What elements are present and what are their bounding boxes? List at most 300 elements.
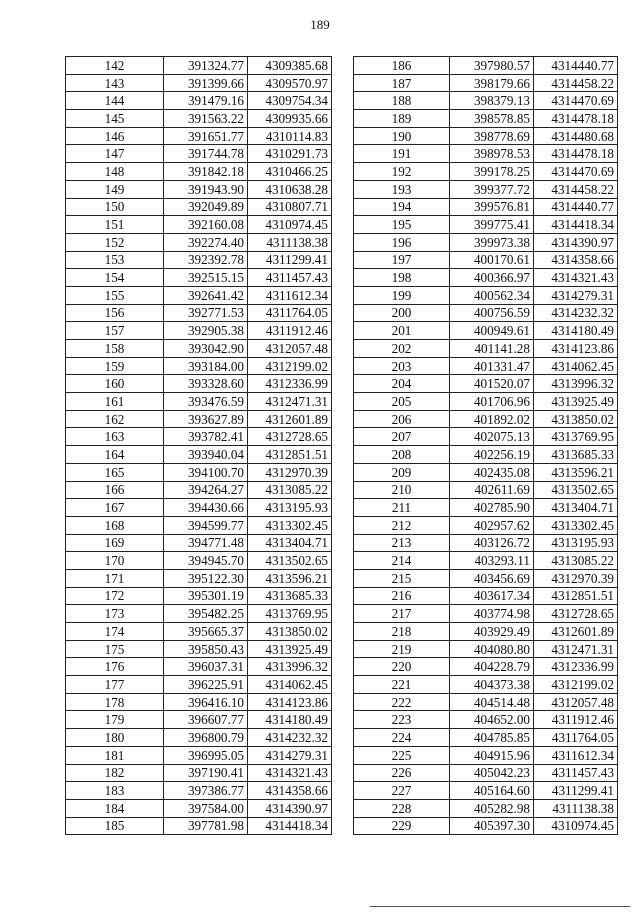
table-row	[354, 676, 618, 694]
point-number-cell: 204	[354, 375, 450, 393]
table-row	[66, 764, 332, 782]
y-coordinate-cell: 4311912.46	[248, 322, 332, 340]
y-coordinate-cell: 4314062.45	[534, 357, 618, 375]
point-number-cell: 209	[354, 463, 450, 481]
x-coordinate-cell: 394599.77	[164, 516, 248, 534]
y-coordinate-cell: 4311138.38	[534, 799, 618, 817]
point-number-cell: 219	[354, 640, 450, 658]
x-coordinate-cell: 403774.98	[450, 605, 534, 623]
point-number-cell: 214	[354, 552, 450, 570]
point-number-cell: 185	[66, 817, 164, 835]
x-coordinate-cell: 393042.90	[164, 340, 248, 358]
point-number-cell: 211	[354, 499, 450, 517]
point-number-cell: 173	[66, 605, 164, 623]
x-coordinate-cell: 392160.08	[164, 216, 248, 234]
y-coordinate-cell: 4314123.86	[248, 693, 332, 711]
point-number-cell: 216	[354, 587, 450, 605]
x-coordinate-cell: 405042.23	[450, 764, 534, 782]
table-row	[354, 145, 618, 163]
y-coordinate-cell: 4313996.32	[248, 658, 332, 676]
x-coordinate-cell: 399576.81	[450, 198, 534, 216]
point-number-cell: 153	[66, 251, 164, 269]
table-row	[66, 357, 332, 375]
table-row	[66, 693, 332, 711]
y-coordinate-cell: 4313195.93	[534, 534, 618, 552]
y-coordinate-cell: 4312336.99	[248, 375, 332, 393]
y-coordinate-cell: 4313850.02	[248, 623, 332, 641]
table-row	[66, 198, 332, 216]
y-coordinate-cell: 4312471.31	[534, 640, 618, 658]
x-coordinate-cell: 404652.00	[450, 711, 534, 729]
table-row	[66, 534, 332, 552]
x-coordinate-cell: 393476.59	[164, 393, 248, 411]
x-coordinate-cell: 394430.66	[164, 499, 248, 517]
table-row	[66, 375, 332, 393]
y-coordinate-cell: 4311612.34	[248, 286, 332, 304]
point-number-cell: 145	[66, 110, 164, 128]
point-number-cell: 189	[354, 110, 450, 128]
y-coordinate-cell: 4311764.05	[534, 729, 618, 747]
table-row	[66, 569, 332, 587]
point-number-cell: 169	[66, 534, 164, 552]
point-number-cell: 168	[66, 516, 164, 534]
x-coordinate-cell: 402785.90	[450, 499, 534, 517]
point-number-cell: 223	[354, 711, 450, 729]
y-coordinate-cell: 4314478.18	[534, 145, 618, 163]
x-coordinate-cell: 404514.48	[450, 693, 534, 711]
x-coordinate-cell: 392274.40	[164, 233, 248, 251]
x-coordinate-cell: 392392.78	[164, 251, 248, 269]
x-coordinate-cell: 397980.57	[450, 57, 534, 75]
y-coordinate-cell: 4313302.45	[534, 516, 618, 534]
table-row	[66, 499, 332, 517]
table-row	[354, 623, 618, 641]
table-row	[66, 180, 332, 198]
x-coordinate-cell: 404915.96	[450, 746, 534, 764]
x-coordinate-cell: 405164.60	[450, 782, 534, 800]
y-coordinate-cell: 4310291.73	[248, 145, 332, 163]
table-row	[354, 340, 618, 358]
table-row	[354, 198, 618, 216]
table-row	[354, 764, 618, 782]
y-coordinate-cell: 4314480.68	[534, 127, 618, 145]
y-coordinate-cell: 4311612.34	[534, 746, 618, 764]
point-number-cell: 180	[66, 729, 164, 747]
table-row	[354, 552, 618, 570]
table-row	[66, 269, 332, 287]
x-coordinate-cell: 403456.69	[450, 569, 534, 587]
point-number-cell: 229	[354, 817, 450, 835]
y-coordinate-cell: 4311299.41	[248, 251, 332, 269]
y-coordinate-cell: 4313996.32	[534, 375, 618, 393]
x-coordinate-cell: 396607.77	[164, 711, 248, 729]
x-coordinate-cell: 405282.98	[450, 799, 534, 817]
table-row	[66, 817, 332, 835]
y-coordinate-cell: 4314440.77	[534, 198, 618, 216]
table-row	[354, 110, 618, 128]
point-number-cell: 206	[354, 410, 450, 428]
table-row	[66, 428, 332, 446]
table-row	[66, 640, 332, 658]
table-row	[354, 729, 618, 747]
x-coordinate-cell: 403617.34	[450, 587, 534, 605]
y-coordinate-cell: 4313502.65	[534, 481, 618, 499]
table-row	[66, 463, 332, 481]
point-number-cell: 218	[354, 623, 450, 641]
point-number-cell: 193	[354, 180, 450, 198]
table-row	[354, 516, 618, 534]
y-coordinate-cell: 4312601.89	[248, 410, 332, 428]
table-row	[354, 251, 618, 269]
point-number-cell: 147	[66, 145, 164, 163]
point-number-cell: 166	[66, 481, 164, 499]
y-coordinate-cell: 4314232.32	[248, 729, 332, 747]
y-coordinate-cell: 4314390.97	[248, 799, 332, 817]
table-row	[66, 216, 332, 234]
x-coordinate-cell: 395665.37	[164, 623, 248, 641]
table-row	[354, 746, 618, 764]
y-coordinate-cell: 4314321.43	[534, 269, 618, 287]
y-coordinate-cell: 4313085.22	[534, 552, 618, 570]
x-coordinate-cell: 391479.16	[164, 92, 248, 110]
table-row	[354, 569, 618, 587]
point-number-cell: 199	[354, 286, 450, 304]
y-coordinate-cell: 4314418.34	[534, 216, 618, 234]
table-row	[354, 216, 618, 234]
table-row	[66, 782, 332, 800]
x-coordinate-cell: 402435.08	[450, 463, 534, 481]
x-coordinate-cell: 399775.41	[450, 216, 534, 234]
y-coordinate-cell: 4314458.22	[534, 74, 618, 92]
table-row	[354, 481, 618, 499]
table-row	[66, 410, 332, 428]
x-coordinate-cell: 391651.77	[164, 127, 248, 145]
x-coordinate-cell: 401331.47	[450, 357, 534, 375]
table-row	[66, 446, 332, 464]
x-coordinate-cell: 401520.07	[450, 375, 534, 393]
point-number-cell: 159	[66, 357, 164, 375]
point-number-cell: 177	[66, 676, 164, 694]
table-row	[66, 799, 332, 817]
point-number-cell: 187	[354, 74, 450, 92]
x-coordinate-cell: 398778.69	[450, 127, 534, 145]
y-coordinate-cell: 4312601.89	[534, 623, 618, 641]
x-coordinate-cell: 393627.89	[164, 410, 248, 428]
y-coordinate-cell: 4312970.39	[248, 463, 332, 481]
x-coordinate-cell: 398578.85	[450, 110, 534, 128]
y-coordinate-cell: 4310807.71	[248, 198, 332, 216]
point-number-cell: 142	[66, 57, 164, 75]
point-number-cell: 148	[66, 163, 164, 181]
point-number-cell: 149	[66, 180, 164, 198]
x-coordinate-cell: 396037.31	[164, 658, 248, 676]
y-coordinate-cell: 4314470.69	[534, 92, 618, 110]
table-row	[354, 127, 618, 145]
table-row	[354, 817, 618, 835]
point-number-cell: 207	[354, 428, 450, 446]
table-row	[354, 304, 618, 322]
x-coordinate-cell: 395482.25	[164, 605, 248, 623]
point-number-cell: 221	[354, 676, 450, 694]
y-coordinate-cell: 4309570.97	[248, 74, 332, 92]
table-row	[66, 658, 332, 676]
x-coordinate-cell: 393184.00	[164, 357, 248, 375]
table-row	[66, 127, 332, 145]
table-row	[66, 552, 332, 570]
point-number-cell: 152	[66, 233, 164, 251]
y-coordinate-cell: 4313685.33	[248, 587, 332, 605]
point-number-cell: 161	[66, 393, 164, 411]
x-coordinate-cell: 393782.41	[164, 428, 248, 446]
y-coordinate-cell: 4311299.41	[534, 782, 618, 800]
table-row	[354, 693, 618, 711]
y-coordinate-cell: 4309935.66	[248, 110, 332, 128]
point-number-cell: 220	[354, 658, 450, 676]
point-number-cell: 200	[354, 304, 450, 322]
point-number-cell: 163	[66, 428, 164, 446]
y-coordinate-cell: 4309385.68	[248, 57, 332, 75]
y-coordinate-cell: 4312851.51	[534, 587, 618, 605]
point-number-cell: 157	[66, 322, 164, 340]
x-coordinate-cell: 394100.70	[164, 463, 248, 481]
y-coordinate-cell: 4314279.31	[534, 286, 618, 304]
point-number-cell: 225	[354, 746, 450, 764]
y-coordinate-cell: 4310974.45	[248, 216, 332, 234]
point-number-cell: 224	[354, 729, 450, 747]
table-row	[354, 587, 618, 605]
table-row	[354, 534, 618, 552]
y-coordinate-cell: 4313850.02	[534, 410, 618, 428]
point-number-cell: 160	[66, 375, 164, 393]
x-coordinate-cell: 392049.89	[164, 198, 248, 216]
point-number-cell: 178	[66, 693, 164, 711]
table-row	[66, 92, 332, 110]
point-number-cell: 215	[354, 569, 450, 587]
point-number-cell: 151	[66, 216, 164, 234]
table-row	[354, 286, 618, 304]
y-coordinate-cell: 4312057.48	[534, 693, 618, 711]
table-row	[66, 729, 332, 747]
x-coordinate-cell: 396800.79	[164, 729, 248, 747]
point-number-cell: 155	[66, 286, 164, 304]
table-row	[354, 322, 618, 340]
x-coordinate-cell: 397190.41	[164, 764, 248, 782]
point-number-cell: 228	[354, 799, 450, 817]
point-number-cell: 201	[354, 322, 450, 340]
point-number-cell: 222	[354, 693, 450, 711]
x-coordinate-cell: 400756.59	[450, 304, 534, 322]
table-row	[354, 233, 618, 251]
y-coordinate-cell: 4313596.21	[248, 569, 332, 587]
x-coordinate-cell: 391943.90	[164, 180, 248, 198]
point-number-cell: 158	[66, 340, 164, 358]
table-row	[354, 410, 618, 428]
x-coordinate-cell: 404785.85	[450, 729, 534, 747]
table-row	[354, 446, 618, 464]
point-number-cell: 183	[66, 782, 164, 800]
x-coordinate-cell: 395301.19	[164, 587, 248, 605]
y-coordinate-cell: 4314478.18	[534, 110, 618, 128]
table-row	[66, 286, 332, 304]
table-row	[354, 393, 618, 411]
point-number-cell: 213	[354, 534, 450, 552]
x-coordinate-cell: 397584.00	[164, 799, 248, 817]
y-coordinate-cell: 4314279.31	[248, 746, 332, 764]
table-row	[354, 74, 618, 92]
x-coordinate-cell: 394264.27	[164, 481, 248, 499]
table-row	[66, 145, 332, 163]
x-coordinate-cell: 391324.77	[164, 57, 248, 75]
x-coordinate-cell: 403929.49	[450, 623, 534, 641]
x-coordinate-cell: 402075.13	[450, 428, 534, 446]
y-coordinate-cell: 4312471.31	[248, 393, 332, 411]
x-coordinate-cell: 401706.96	[450, 393, 534, 411]
table-row	[66, 623, 332, 641]
x-coordinate-cell: 394945.70	[164, 552, 248, 570]
point-number-cell: 167	[66, 499, 164, 517]
y-coordinate-cell: 4314232.32	[534, 304, 618, 322]
table-row	[354, 180, 618, 198]
table-row	[66, 340, 332, 358]
x-coordinate-cell: 393940.04	[164, 446, 248, 464]
y-coordinate-cell: 4313685.33	[534, 446, 618, 464]
y-coordinate-cell: 4311457.43	[248, 269, 332, 287]
point-number-cell: 227	[354, 782, 450, 800]
point-number-cell: 179	[66, 711, 164, 729]
y-coordinate-cell: 4310466.25	[248, 163, 332, 181]
y-coordinate-cell: 4312851.51	[248, 446, 332, 464]
x-coordinate-cell: 391399.66	[164, 74, 248, 92]
table-row	[66, 163, 332, 181]
point-number-cell: 210	[354, 481, 450, 499]
y-coordinate-cell: 4313925.49	[534, 393, 618, 411]
point-number-cell: 176	[66, 658, 164, 676]
x-coordinate-cell: 400366.97	[450, 269, 534, 287]
y-coordinate-cell: 4313502.65	[248, 552, 332, 570]
x-coordinate-cell: 395122.30	[164, 569, 248, 587]
y-coordinate-cell: 4313925.49	[248, 640, 332, 658]
point-number-cell: 154	[66, 269, 164, 287]
x-coordinate-cell: 405397.30	[450, 817, 534, 835]
table-row	[354, 711, 618, 729]
table-row	[66, 233, 332, 251]
x-coordinate-cell: 401892.02	[450, 410, 534, 428]
y-coordinate-cell: 4312199.02	[534, 676, 618, 694]
table-row	[354, 428, 618, 446]
table-row	[354, 499, 618, 517]
x-coordinate-cell: 403126.72	[450, 534, 534, 552]
y-coordinate-cell: 4314458.22	[534, 180, 618, 198]
x-coordinate-cell: 402611.69	[450, 481, 534, 499]
point-number-cell: 217	[354, 605, 450, 623]
table-row	[66, 676, 332, 694]
x-coordinate-cell: 391744.78	[164, 145, 248, 163]
x-coordinate-cell: 399178.25	[450, 163, 534, 181]
y-coordinate-cell: 4313085.22	[248, 481, 332, 499]
y-coordinate-cell: 4312057.48	[248, 340, 332, 358]
point-number-cell: 171	[66, 569, 164, 587]
y-coordinate-cell: 4314418.34	[248, 817, 332, 835]
y-coordinate-cell: 4313195.93	[248, 499, 332, 517]
x-coordinate-cell: 397386.77	[164, 782, 248, 800]
y-coordinate-cell: 4312336.99	[534, 658, 618, 676]
table-row	[354, 782, 618, 800]
y-coordinate-cell: 4310638.28	[248, 180, 332, 198]
point-number-cell: 212	[354, 516, 450, 534]
point-number-cell: 226	[354, 764, 450, 782]
point-number-cell: 198	[354, 269, 450, 287]
y-coordinate-cell: 4312728.65	[248, 428, 332, 446]
x-coordinate-cell: 392905.38	[164, 322, 248, 340]
table-row	[66, 57, 332, 75]
point-number-cell: 195	[354, 216, 450, 234]
x-coordinate-cell: 392515.15	[164, 269, 248, 287]
x-coordinate-cell: 400949.61	[450, 322, 534, 340]
x-coordinate-cell: 402256.19	[450, 446, 534, 464]
table-row	[354, 463, 618, 481]
y-coordinate-cell: 4314062.45	[248, 676, 332, 694]
point-number-cell: 156	[66, 304, 164, 322]
x-coordinate-cell: 396995.05	[164, 746, 248, 764]
y-coordinate-cell: 4311457.43	[534, 764, 618, 782]
point-number-cell: 170	[66, 552, 164, 570]
point-number-cell: 165	[66, 463, 164, 481]
page-number: 189	[310, 17, 330, 32]
table-row	[354, 640, 618, 658]
y-coordinate-cell: 4309754.34	[248, 92, 332, 110]
bottom-rule	[370, 906, 630, 907]
point-number-cell: 174	[66, 623, 164, 641]
point-number-cell: 194	[354, 198, 450, 216]
point-number-cell: 208	[354, 446, 450, 464]
point-number-cell: 150	[66, 198, 164, 216]
x-coordinate-cell: 404228.79	[450, 658, 534, 676]
x-coordinate-cell: 404080.80	[450, 640, 534, 658]
x-coordinate-cell: 403293.11	[450, 552, 534, 570]
table-row	[66, 74, 332, 92]
table-row	[354, 799, 618, 817]
point-number-cell: 202	[354, 340, 450, 358]
x-coordinate-cell: 391563.22	[164, 110, 248, 128]
table-row	[66, 605, 332, 623]
y-coordinate-cell: 4312728.65	[534, 605, 618, 623]
table-row	[66, 393, 332, 411]
table-row	[66, 711, 332, 729]
point-number-cell: 186	[354, 57, 450, 75]
table-row	[66, 516, 332, 534]
y-coordinate-cell: 4314440.77	[534, 57, 618, 75]
point-number-cell: 162	[66, 410, 164, 428]
y-coordinate-cell: 4310114.83	[248, 127, 332, 145]
y-coordinate-cell: 4312199.02	[248, 357, 332, 375]
y-coordinate-cell: 4313302.45	[248, 516, 332, 534]
y-coordinate-cell: 4311764.05	[248, 304, 332, 322]
y-coordinate-cell: 4314358.66	[534, 251, 618, 269]
x-coordinate-cell: 402957.62	[450, 516, 534, 534]
table-row	[354, 92, 618, 110]
coordinates-table-left	[65, 56, 332, 835]
table-row	[66, 587, 332, 605]
table-row	[66, 251, 332, 269]
y-coordinate-cell: 4313769.95	[534, 428, 618, 446]
y-coordinate-cell: 4314390.97	[534, 233, 618, 251]
x-coordinate-cell: 393328.60	[164, 375, 248, 393]
x-coordinate-cell: 399377.72	[450, 180, 534, 198]
y-coordinate-cell: 4314358.66	[248, 782, 332, 800]
point-number-cell: 203	[354, 357, 450, 375]
x-coordinate-cell: 398379.13	[450, 92, 534, 110]
x-coordinate-cell: 400170.61	[450, 251, 534, 269]
